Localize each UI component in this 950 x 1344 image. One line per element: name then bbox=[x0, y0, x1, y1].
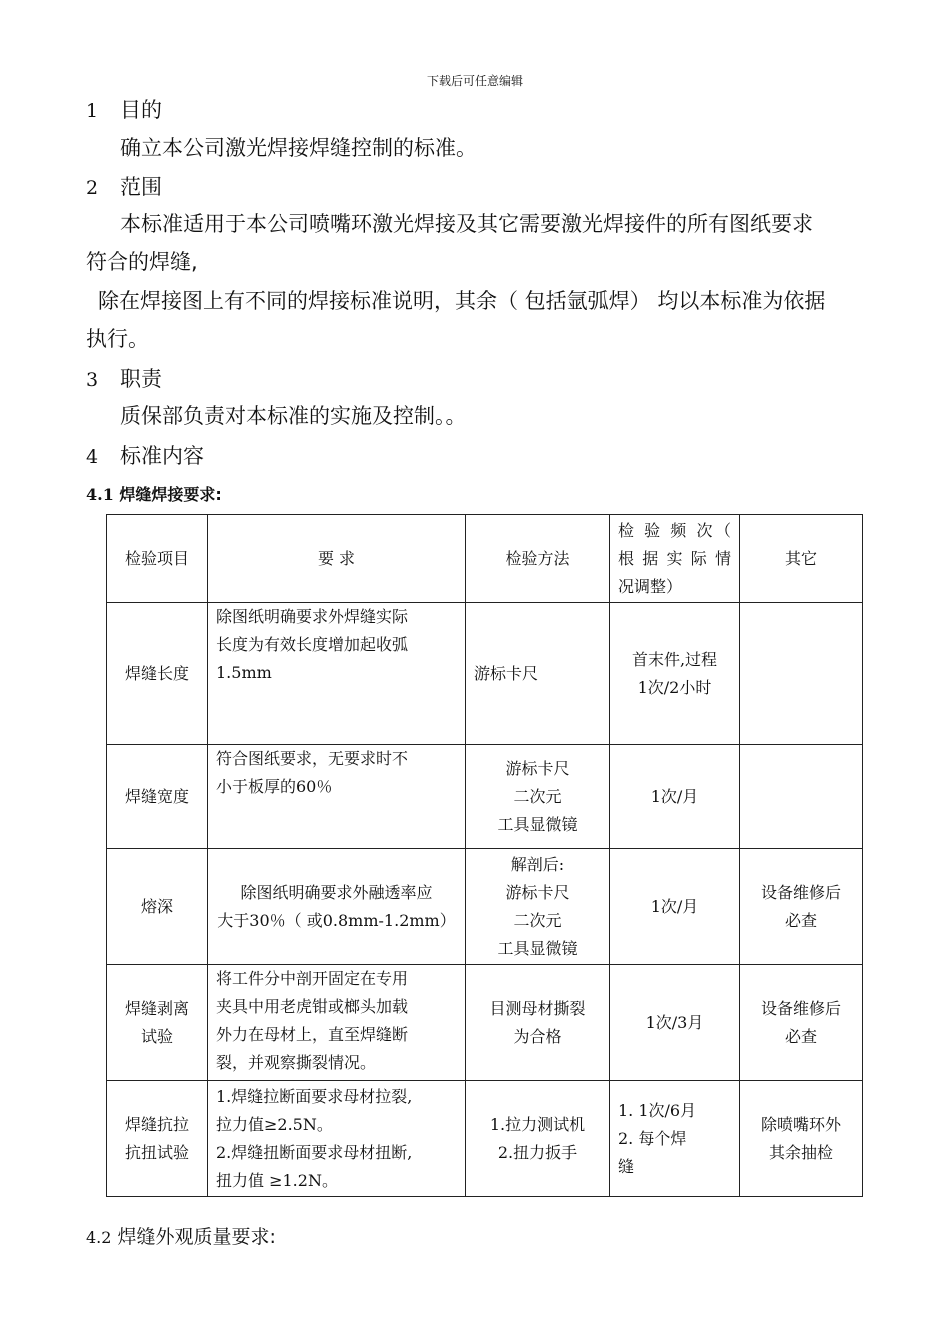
cell-requirement bbox=[208, 603, 466, 745]
cell-line: 1次/2小时 bbox=[637, 677, 712, 697]
table-row bbox=[107, 1081, 863, 1197]
cell-line: 工具显微镜 bbox=[497, 938, 578, 958]
cell-line: 解剖后: bbox=[510, 854, 565, 874]
subsection-title: 焊缝焊接要求: bbox=[119, 485, 222, 504]
cell-line: 除喷嘴环外 bbox=[760, 1114, 841, 1134]
cell-other bbox=[740, 1081, 863, 1197]
cell-line: 试验 bbox=[140, 1026, 173, 1046]
cell-line: 大于30％（ 或0.8mm-1.2mm） bbox=[217, 910, 456, 930]
cell-method bbox=[466, 603, 610, 745]
section-4-heading bbox=[86, 440, 204, 470]
weld-requirements-table bbox=[106, 514, 863, 1197]
cell-line: 夹具中用老虎钳或榔头加载 bbox=[216, 997, 409, 1016]
cell-line: 游标卡尺 bbox=[474, 663, 539, 683]
cell-frequency bbox=[610, 603, 740, 745]
subsection-4-1-heading bbox=[86, 482, 222, 505]
cell-other bbox=[740, 965, 863, 1081]
cell-line: 1.5mm bbox=[216, 663, 272, 682]
table-row bbox=[107, 965, 863, 1081]
table-header-row bbox=[107, 515, 863, 603]
cell-line: 焊缝宽度 bbox=[124, 786, 189, 806]
cell-line: 工具显微镜 bbox=[497, 814, 578, 834]
cell-method bbox=[466, 1081, 610, 1197]
section-number: 2 bbox=[86, 177, 99, 199]
section-title: 标准内容 bbox=[120, 444, 204, 468]
table-row bbox=[107, 849, 863, 965]
purpose-text: 确立本公司激光焊接焊缝控制的标准。 bbox=[120, 136, 477, 160]
cell-line: 熔深 bbox=[140, 896, 173, 916]
cell-line: 1.拉力测试机 bbox=[489, 1114, 586, 1134]
table-row bbox=[107, 603, 863, 745]
cell-line: 必查 bbox=[784, 910, 817, 930]
section-3-heading bbox=[86, 363, 162, 393]
cell-line: 焊缝剥离 bbox=[124, 998, 189, 1018]
cell-line: 1次/月 bbox=[650, 786, 699, 806]
table-row bbox=[107, 745, 863, 849]
scope-line-1: 本标准适用于本公司喷嘴环激光焊接及其它需要激光焊接件的所有图纸要求 bbox=[120, 212, 813, 236]
header-method: 检验方法 bbox=[466, 515, 610, 603]
cell-line: 拉力值≥2.5N。 bbox=[216, 1114, 333, 1134]
cell-item bbox=[107, 603, 208, 745]
subsection-title: 焊缝外观质量要求: bbox=[117, 1226, 276, 1248]
cell-requirement bbox=[208, 965, 466, 1081]
cell-line: 符合图纸要求，无要求时不 bbox=[216, 749, 409, 768]
section-title: 目的 bbox=[120, 98, 162, 122]
subsection-4-2-heading bbox=[86, 1222, 276, 1249]
subsection-number: 4.2 bbox=[86, 1228, 112, 1247]
cell-requirement bbox=[208, 1081, 466, 1197]
header-frequency: 检 验 频 次（ 根 据 实 际 情 况调整） bbox=[610, 515, 740, 603]
cell-line: 1.焊缝拉断面要求母材拉裂, bbox=[216, 1086, 413, 1106]
cell-line: 为合格 bbox=[513, 1026, 562, 1046]
cell-line: 小于板厚的60％ bbox=[216, 777, 333, 796]
cell-line: 焊缝抗拉 bbox=[124, 1114, 189, 1134]
section-number: 3 bbox=[86, 369, 99, 391]
cell-line: 外力在母材上，直至焊缝断 bbox=[216, 1025, 409, 1044]
cell-line: 1次/月 bbox=[650, 896, 699, 916]
cell-line: 抗扭试验 bbox=[124, 1142, 189, 1162]
cell-line: 2.焊缝扭断面要求母材扭断, bbox=[216, 1142, 413, 1162]
cell-frequency bbox=[610, 1081, 740, 1197]
cell-line: 2. 每个焊 bbox=[618, 1128, 687, 1148]
cell-line: 2.扭力扳手 bbox=[497, 1142, 578, 1162]
cell-line: 长度为有效长度增加起收弧 bbox=[216, 635, 409, 654]
header-other: 其它 bbox=[740, 515, 863, 603]
cell-frequency bbox=[610, 965, 740, 1081]
cell-line: 除图纸明确要求外融透率应 bbox=[240, 882, 433, 902]
cell-frequency bbox=[610, 745, 740, 849]
cell-line: 扭力值 ≥1.2N。 bbox=[216, 1170, 338, 1190]
cell-other bbox=[740, 745, 863, 849]
cell-line: 裂，并观察撕裂情况。 bbox=[216, 1053, 377, 1072]
cell-line: 1次/3月 bbox=[645, 1012, 704, 1032]
cell-line: 目测母材撕裂 bbox=[489, 998, 586, 1018]
section-title: 范围 bbox=[120, 175, 162, 199]
cell-other bbox=[740, 849, 863, 965]
cell-line: 1. 1次/6月 bbox=[618, 1100, 697, 1120]
header-note: 下载后可任意编辑 bbox=[426, 74, 523, 88]
section-title: 职责 bbox=[120, 367, 162, 391]
section-number: 4 bbox=[86, 446, 99, 468]
cell-line: 其余抽检 bbox=[768, 1142, 833, 1162]
duty-text: 质保部负责对本标准的实施及控制。。 bbox=[120, 404, 467, 428]
cell-requirement bbox=[208, 745, 466, 849]
cell-line: 游标卡尺 bbox=[505, 758, 570, 778]
cell-method bbox=[466, 745, 610, 849]
cell-item bbox=[107, 1081, 208, 1197]
cell-line: 将工件分中剖开固定在专用 bbox=[216, 969, 409, 988]
cell-line: 除图纸明确要求外焊缝实际 bbox=[216, 607, 409, 626]
cell-line: 缝 bbox=[618, 1156, 635, 1176]
cell-frequency bbox=[610, 849, 740, 965]
cell-method bbox=[466, 849, 610, 965]
section-2-heading bbox=[86, 171, 162, 201]
subsection-number: 4.1 bbox=[86, 485, 114, 504]
scope-line-2: 符合的焊缝, bbox=[86, 250, 198, 274]
cell-line: 设备维修后 bbox=[760, 998, 841, 1018]
cell-other bbox=[740, 603, 863, 745]
cell-line: 焊缝长度 bbox=[124, 663, 189, 683]
cell-line: 首末件,过程 bbox=[631, 649, 718, 669]
cell-requirement bbox=[208, 849, 466, 965]
section-1-heading bbox=[86, 94, 162, 124]
scope-line-4: 执行。 bbox=[86, 327, 149, 351]
cell-line: 必查 bbox=[784, 1026, 817, 1046]
section-number: 1 bbox=[86, 100, 99, 122]
cell-item bbox=[107, 849, 208, 965]
cell-line: 二次元 bbox=[513, 910, 562, 930]
cell-item bbox=[107, 745, 208, 849]
scope-line-3: 除在焊接图上有不同的焊接标准说明，其余（ 包括氩弧焊） 均以本标准为依据 bbox=[98, 289, 826, 313]
cell-line: 二次元 bbox=[513, 786, 562, 806]
header-item: 检验项目 bbox=[107, 515, 208, 603]
cell-line: 设备维修后 bbox=[760, 882, 841, 902]
cell-line: 游标卡尺 bbox=[505, 882, 570, 902]
cell-method bbox=[466, 965, 610, 1081]
cell-item bbox=[107, 965, 208, 1081]
header-requirement: 要 求 bbox=[208, 515, 466, 603]
